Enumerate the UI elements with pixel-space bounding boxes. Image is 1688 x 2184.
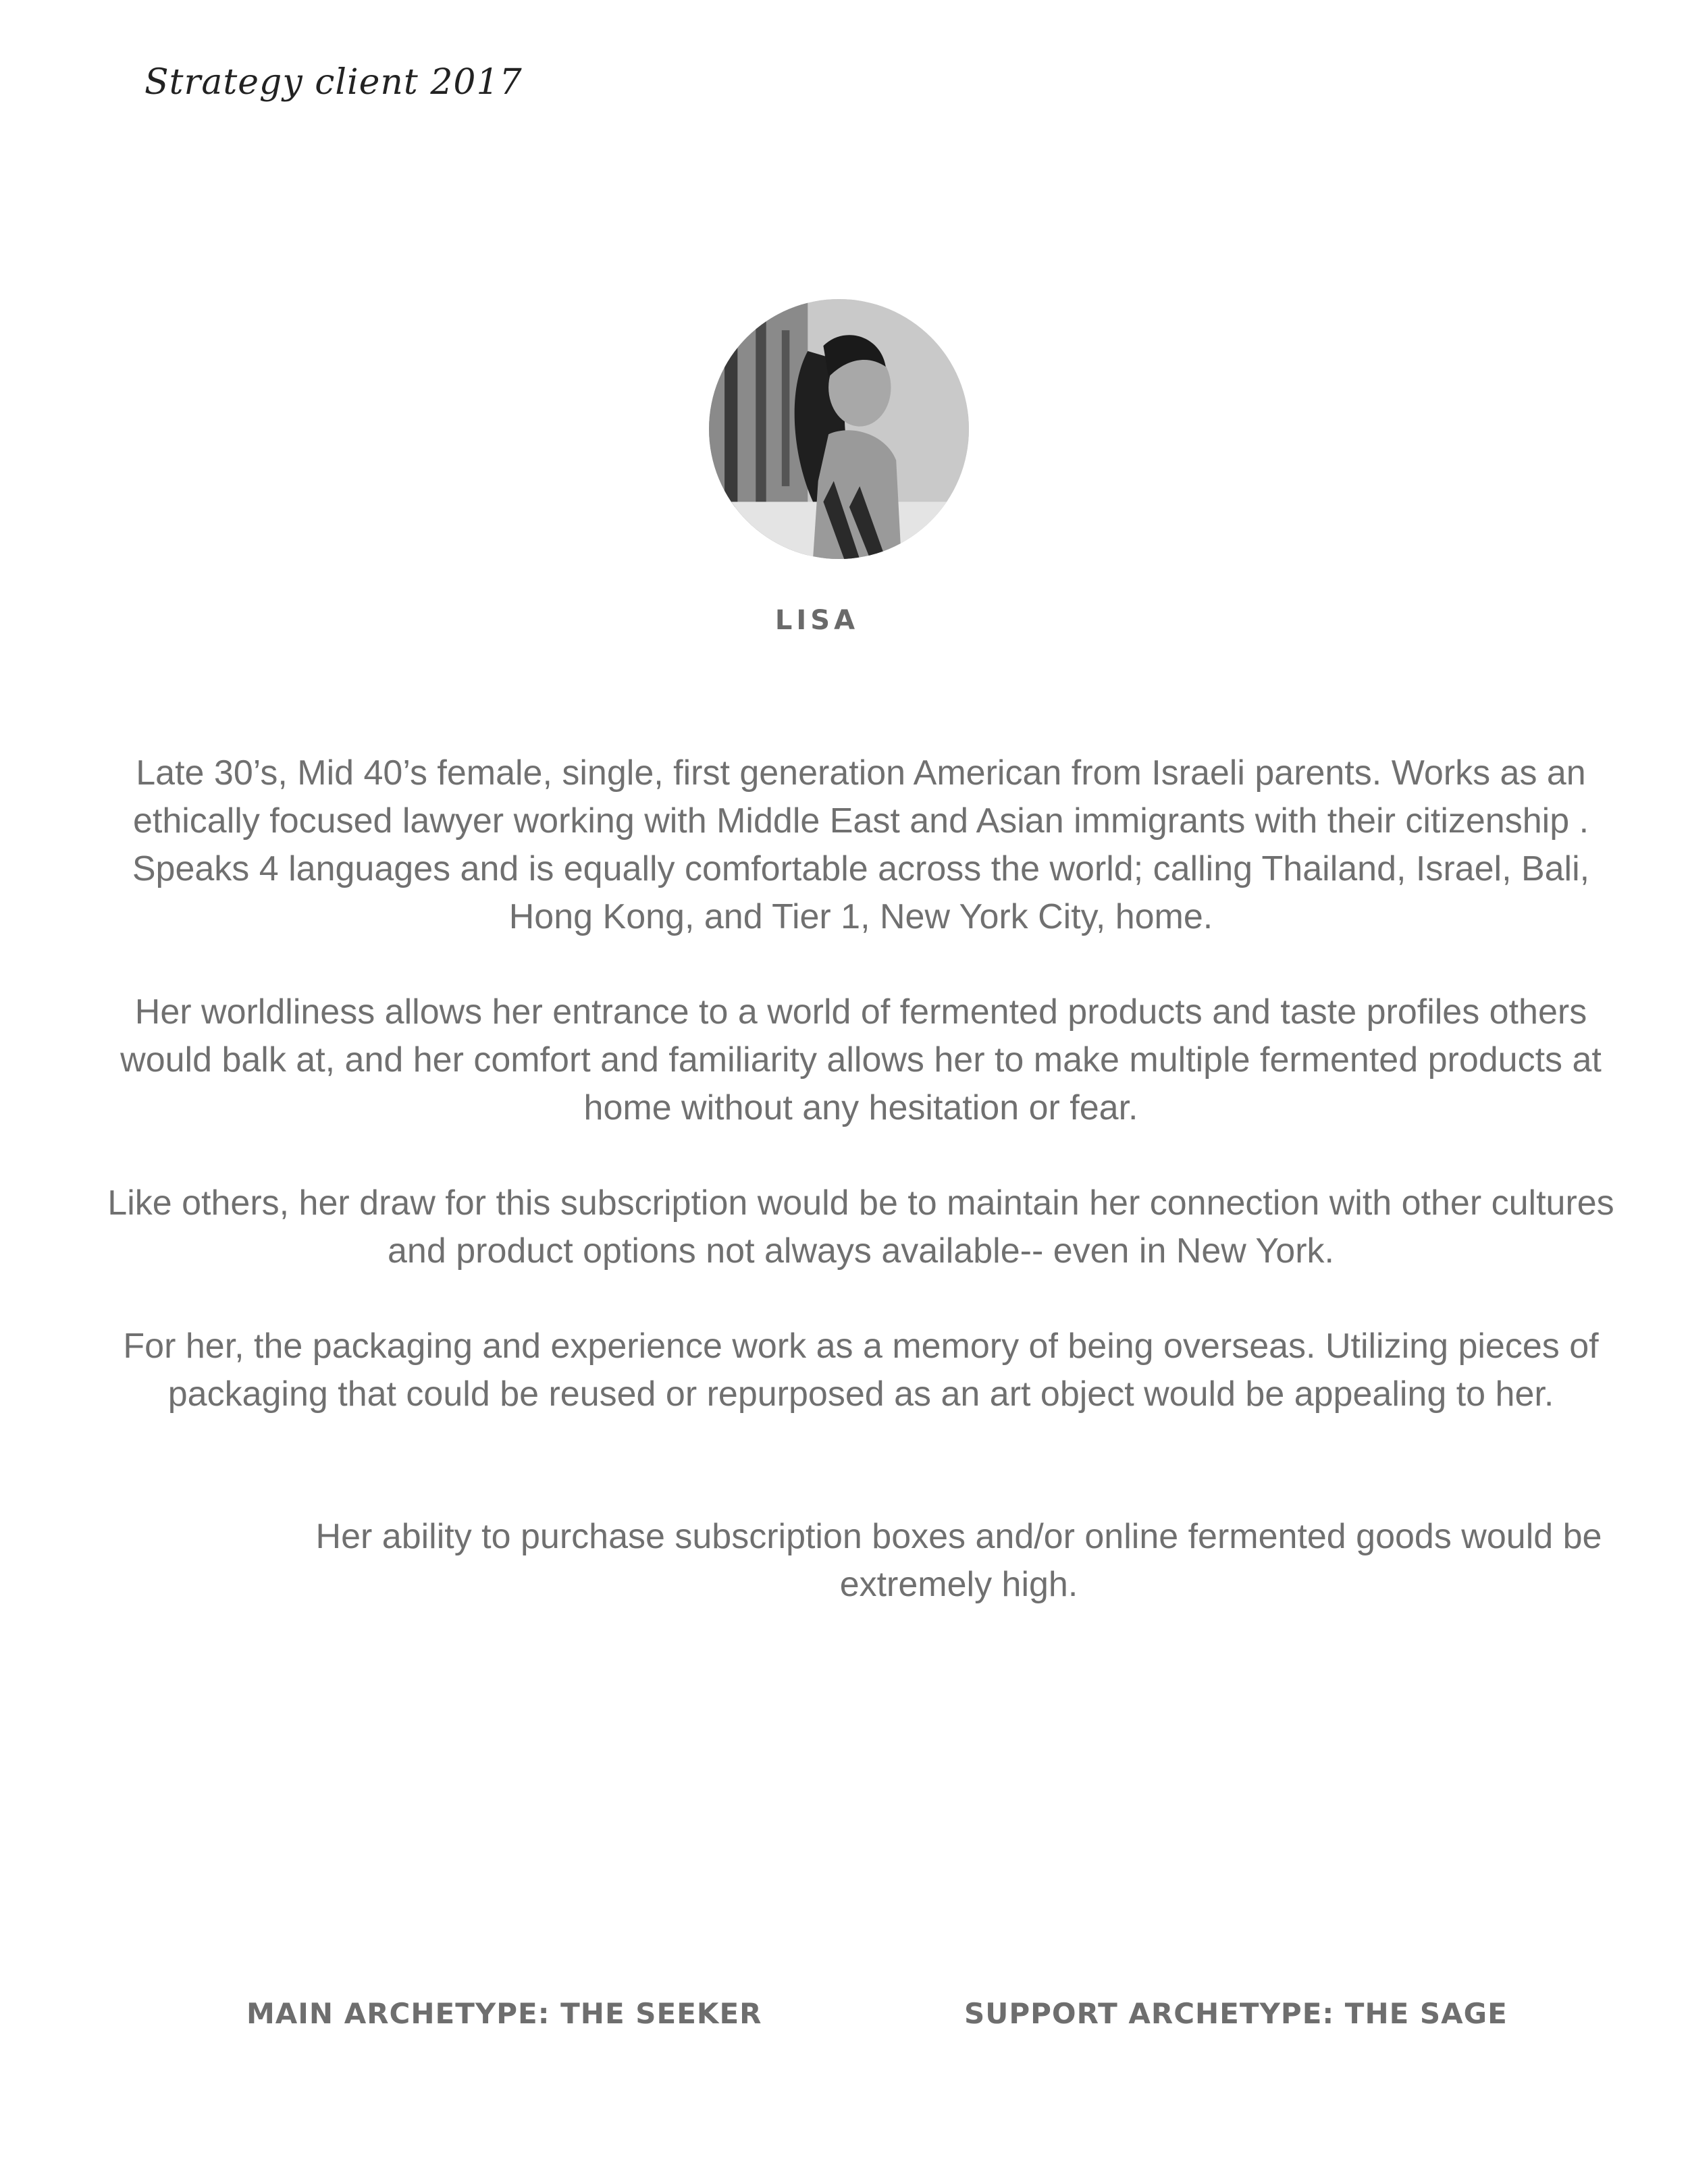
document-header: Strategy client 2017 <box>144 62 523 103</box>
paragraph-background: Late 30’s, Mid 40’s female, single, first generation American from Israeli parents. Works as an ethically focused lawyer working with Middle East and Asian immigrants with their citizenship . Speaks 4 languages and is equally comfortable across the world; calling Thailand, Israel, Bali, Hong Kong, and Tier 1, New York City, home. <box>132 753 1590 936</box>
paragraph-worldliness: Her worldliness allows her entrance to a world of fermented products and taste profiles others would balk at, and her comfort and familiarity allows her to make multiple fermented products at home without any hesitation or fear. <box>120 992 1602 1127</box>
avatar <box>709 299 969 559</box>
persona-description <box>101 749 1620 1604</box>
support-archetype: SUPPORT ARCHETYPE: THE SAGE <box>964 1997 1508 2030</box>
avatar-photo <box>709 299 969 559</box>
paragraph-purchase-ability: Her ability to purchase subscription boxes and/or online fermented goods would be extremely high. <box>315 1517 1602 1604</box>
paragraph-packaging: For her, the packaging and experience work as a memory of being overseas. Utilizing pieces of packaging that could be reused or repurposed as an art object would be appealing to her. <box>123 1327 1599 1414</box>
paragraph-subscription-draw: Like others, her draw for this subscription would be to maintain her connection with other cultures and product options not always available-- even in New York. <box>107 1183 1614 1271</box>
persona-name: LISA <box>774 605 860 636</box>
main-archetype: MAIN ARCHETYPE: THE SEEKER <box>246 1997 762 2030</box>
